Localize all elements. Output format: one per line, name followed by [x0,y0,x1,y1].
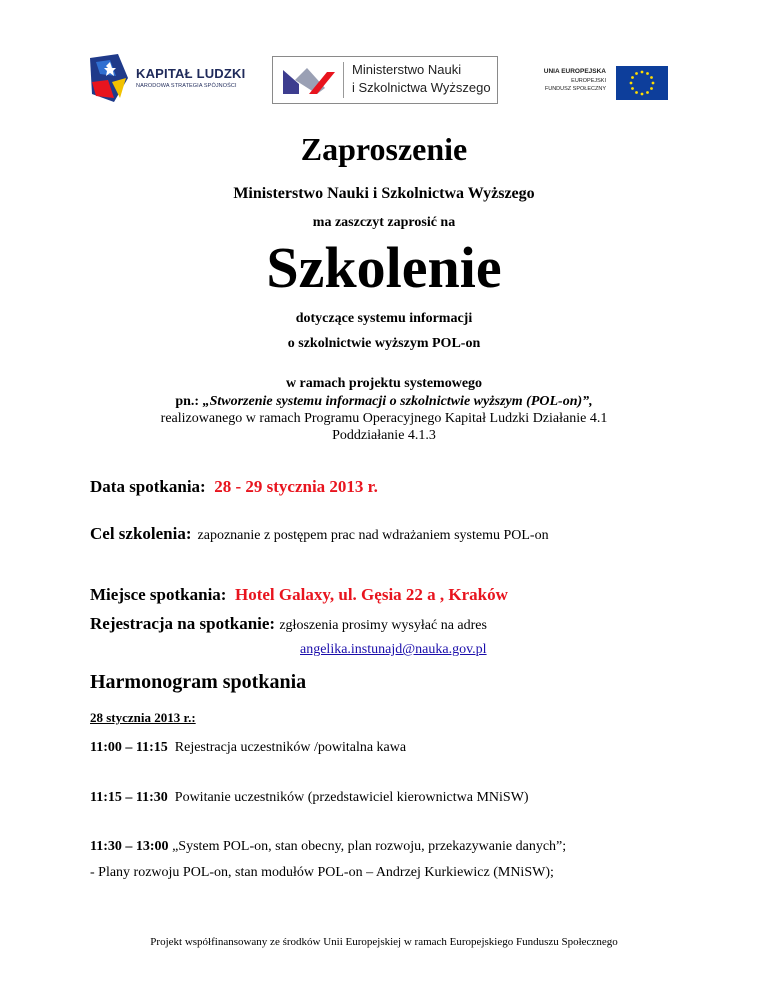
schedule-item-time: 11:30 – 13:00 [90,839,169,854]
project-subaction: Poddziałanie 4.1.3 [332,428,436,443]
project-name: „Stworzenie systemu informacji o szkolnictwie wyższym (POL-on)”, [202,394,593,409]
meeting-date-row [90,477,378,497]
training-goal-label: Cel szkolenia: [90,524,192,543]
schedule-item [90,790,529,806]
registration-email-link[interactable]: angelika.instunajd@nauka.gov.pl [300,642,487,657]
training-goal-row [90,524,549,544]
schedule-item [90,839,566,855]
subject-line-1: dotyczące systemu informacji [295,311,473,326]
event-title: Szkolenie [266,235,502,300]
project-name-line [0,394,768,410]
meeting-date-label: Data spotkania: [90,477,206,496]
meeting-place-label: Miejsce spotkania: [90,585,227,604]
registration-label: Rejestracja na spotkanie: [90,614,276,633]
kapital-ludzki-logo [88,52,246,104]
page-title: Zaproszenie [300,131,468,167]
training-goal-value: zapoznanie z postępem prac nad wdrażaniem systemu POL-on [197,528,549,543]
project-name-prefix: pn.: [175,394,203,409]
ministry-logo-line1: Ministerstwo Nauki [352,62,462,77]
schedule-item-time: 11:00 – 11:15 [90,740,168,755]
eu-logo-line1: UNIA EUROPEJSKA [543,68,606,75]
project-programme: realizowanego w ramach Programu Operacyjnego Kapitał Ludzki Działanie 4.1 [160,411,608,426]
ministry-name: Ministerstwo Nauki i Szkolnictwa Wyższego [233,185,535,202]
registration-row [90,614,487,634]
schedule-day: 28 stycznia 2013 r.: [90,710,196,725]
eu-logo-line2: EUROPEJSKI [571,78,606,84]
ministry-emblem-icon [277,58,341,102]
project-intro: w ramach projektu systemowego [285,376,483,391]
kapital-ludzki-title: KAPITAŁ LUDZKI [136,66,246,81]
kapital-ludzki-subtitle: NARODOWA STRATEGIA SPÓJNOŚCI [136,83,237,89]
meeting-date-value: 28 - 29 stycznia 2013 r. [214,477,378,496]
invite-line: ma zaszczyt zaprosić na [312,215,456,230]
registration-value: zgłoszenia prosimy wysyłać na adres [279,618,487,633]
schedule-item [90,740,406,756]
schedule-item-text: Powitanie uczestników (przedstawiciel kierownictwa MNiSW) [174,790,529,805]
kapital-ludzki-emblem-icon [88,52,134,104]
ministry-divider [343,62,344,98]
schedule-item-time: 11:15 – 11:30 [90,790,168,805]
schedule-subitem: - Plany rozwoju POL-on, stan modułów POL-on – Andrzej Kurkiewicz (MNiSW); [90,865,554,880]
meeting-place-row [90,585,508,605]
eu-logo-line3: FUNDUSZ SPOŁECZNY [544,86,606,92]
ministry-logo-line2: i Szkolnictwa Wyższego [352,80,491,95]
meeting-place-value: Hotel Galaxy, ul. Gęsia 22 a , Kraków [234,585,508,604]
subject-line-2: o szkolnictwie wyższym POL-on [287,336,481,351]
footer-note: Projekt współfinansowany ze środków Unii Europejskiej w ramach Europejskiego Funduszu Społecznego [150,936,618,948]
eu-flag-icon [616,66,668,100]
schedule-item-text: „System POL-on, stan obecny, plan rozwoju, przekazywanie danych”; [172,839,567,854]
eu-logo [540,66,668,100]
ministry-logo [272,56,498,104]
schedule-title: Harmonogram spotkania [90,671,307,693]
schedule-item-text: Rejestracja uczestników /powitalna kawa [174,740,407,755]
